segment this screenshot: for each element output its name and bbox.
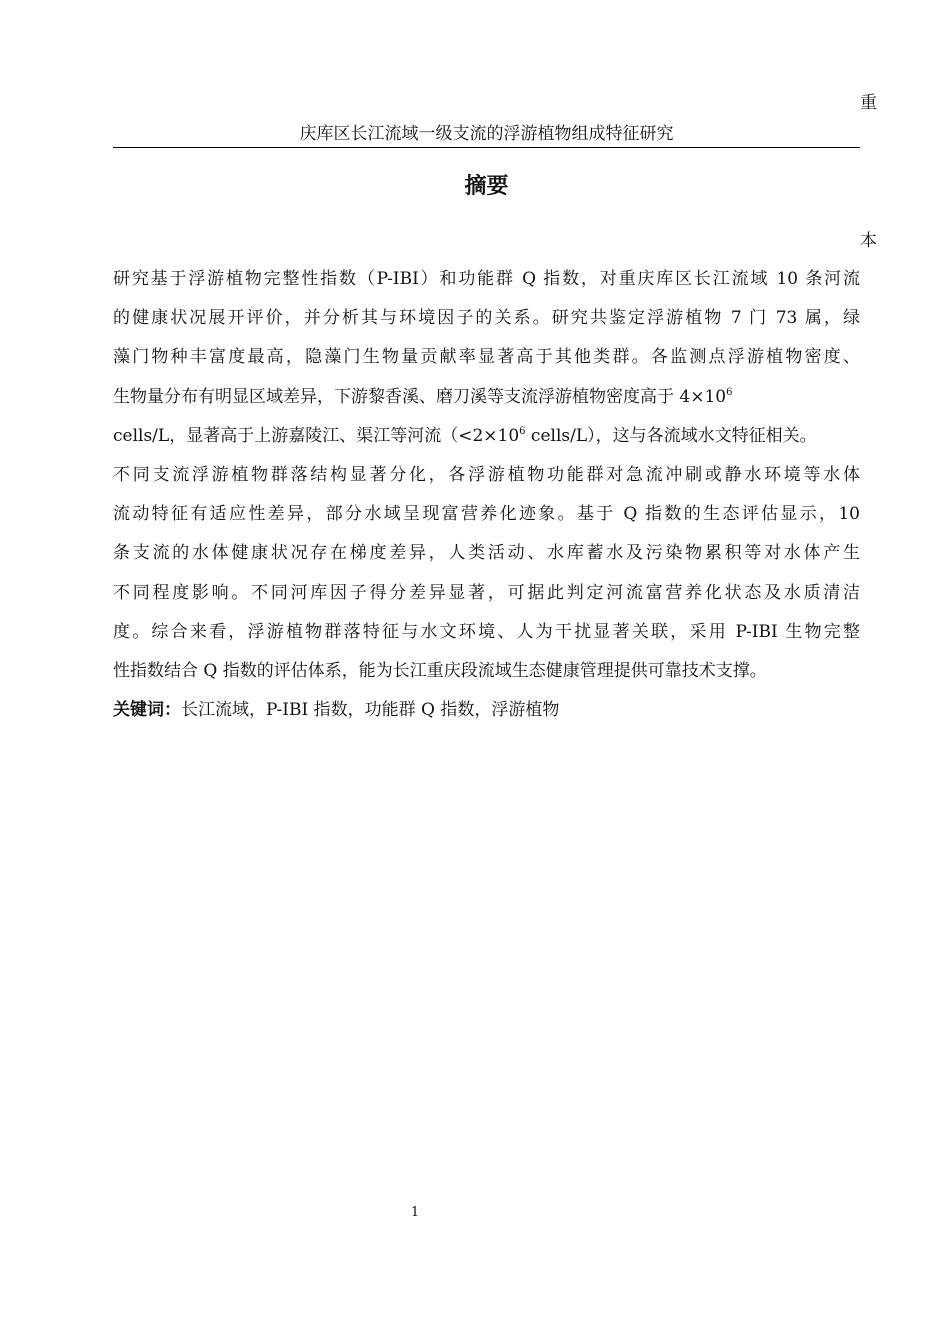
abstract-line-text: cells/L，显著高于上游嘉陵江、渠江等河流（<2×10 bbox=[113, 425, 520, 446]
running-header-title: 庆库区长江流域一级支流的浮游植物组成特征研究 bbox=[299, 124, 674, 144]
abstract-line-text: cells/L），这与各流域水文特征相关。 bbox=[525, 425, 817, 446]
abstract-line: 度。综合来看，浮游植物群落特征与水文环境、人为干扰显著关联，采用 P-IBI 生物完整 bbox=[113, 621, 860, 642]
keywords-text: 长江流域，P-IBI 指数，功能群 Q 指数，浮游植物 bbox=[181, 700, 560, 721]
abstract-line: 不同支流浮游植物群落结构显著分化，各浮游植物功能群对急流冲刷或静水环境等水体 bbox=[113, 464, 860, 485]
keywords-label: 关键词： bbox=[113, 700, 181, 721]
abstract-line: 的健康状况展开评价，并分析其与环境因子的关系。研究共鉴定浮游植物 7 门 73 属，绿 bbox=[113, 308, 860, 329]
abstract-line: 条支流的水体健康状况存在梯度差异，人类活动、水库蓄水及污染物累积等对水体产生 bbox=[113, 543, 860, 564]
abstract-orphan-char: 本 bbox=[860, 231, 877, 251]
abstract-line-text: 生物量分布有明显区域差异，下游黎香溪、磨刀溪等支流浮游植物密度高于 4×10 bbox=[113, 386, 727, 407]
keywords-line bbox=[113, 697, 873, 736]
header-orphan-char: 重 bbox=[860, 93, 877, 113]
abstract-line bbox=[113, 423, 873, 462]
abstract-line: 不同程度影响。不同河库因子得分差异显著，可据此判定河流富营养化状态及水质清洁 bbox=[113, 582, 860, 603]
header-rule bbox=[113, 147, 860, 148]
abstract-line: 藻门物种丰富度最高，隐藻门生物量贡献率显著高于其他类群。各监测点浮游植物密度、 bbox=[113, 347, 860, 368]
superscript-exponent: 6 bbox=[519, 425, 526, 437]
abstract-line: 研究基于浮游植物完整性指数（P-IBI）和功能群 Q 指数，对重庆库区长江流域 10 条河流 bbox=[113, 269, 860, 289]
abstract-heading: 摘要 bbox=[464, 174, 509, 199]
superscript-exponent: 6 bbox=[726, 386, 733, 398]
abstract-line: 性指数结合 Q 指数的评估体系，能为长江重庆段流域生态健康管理提供可靠技术支撑。 bbox=[113, 660, 767, 681]
abstract-body bbox=[113, 266, 873, 736]
abstract-line bbox=[113, 384, 860, 423]
abstract-line: 流动特征有适应性差异，部分水域呈现富营养化迹象。基于 Q 指数的生态评估显示，10 bbox=[113, 504, 860, 525]
page-number: 1 bbox=[410, 1205, 420, 1220]
